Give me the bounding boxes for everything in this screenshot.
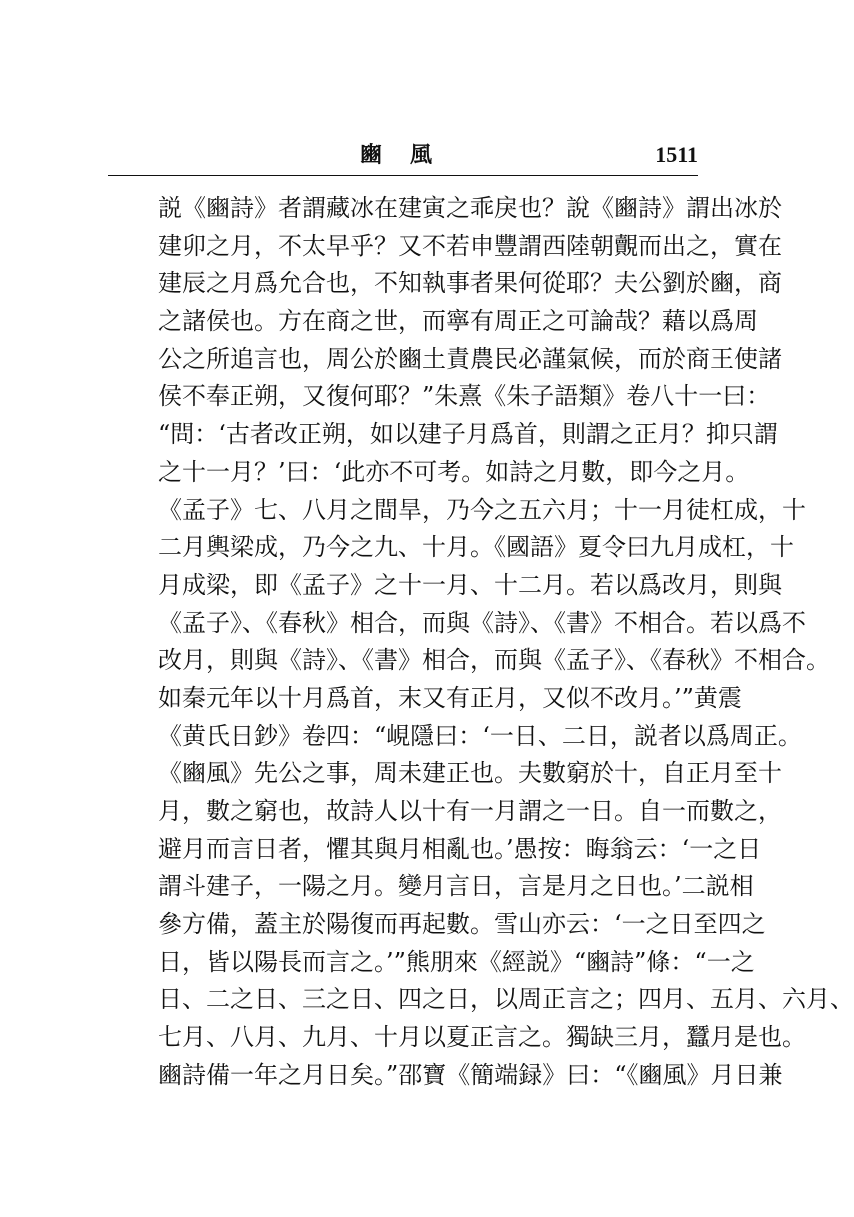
text-line: 建卯之月，不太早乎？又不若申豐謂西陸朝覿而出之，實在 <box>158 231 782 260</box>
text-line: 月成梁，即《孟子》之十一月、十二月。若以爲改月，則與 <box>158 570 782 599</box>
text-line: 謂斗建子，一陽之月。變月言日，言是月之日也。’二説相 <box>158 872 754 901</box>
text-line: 之諸侯也。方在商之世，而寧有周正之可論哉？藉以爲周 <box>158 307 758 336</box>
running-header <box>108 140 698 174</box>
text-line: 如秦元年以十月爲首，末又有正月，又似不改月。’”黄震 <box>158 683 742 712</box>
section-title: 豳風 <box>360 142 461 168</box>
text-line: 日、二之日、三之日、四之日，以周正言之；四月、五月、六月、 <box>158 985 854 1014</box>
body-text <box>158 190 854 1095</box>
header-rule <box>108 175 698 176</box>
text-line: 避月而言日者，懼其與月相亂也。’愚按：晦翁云：‘一之日 <box>158 834 762 863</box>
page-number: 1511 <box>655 142 698 167</box>
text-line: 公之所追言也，周公於豳土責農民必謹氣候，而於商王使諸 <box>158 344 782 373</box>
text-line: 《孟子》七、八月之間旱，乃今之五六月；十一月徒杠成，十 <box>158 495 806 524</box>
text-line: 七月、八月、九月、十月以夏正言之。獨缺三月，蠶月是也。 <box>158 1023 806 1052</box>
text-line: 月，數之窮也，故詩人以十有一月謂之一日。自一而數之， <box>158 797 782 825</box>
text-line: 參方備，蓋主於陽復而再起數。雪山亦云：‘一之日至四之 <box>158 910 766 939</box>
text-line: 豳詩備一年之月日矣。”邵寶《簡端録》曰：“《豳風》月日兼 <box>158 1060 783 1089</box>
text-line: 《豳風》先公之事，周未建正也。夫數窮於十，自正月至十 <box>158 759 782 788</box>
text-line: 《黄氏日鈔》卷四：“峴隱曰：‘一日、二日，説者以爲周正。 <box>158 721 802 750</box>
text-line: 侯不奉正朔，又復何耶？”朱熹《朱子語類》卷八十一曰： <box>158 382 771 411</box>
text-line: 二月輿梁成，乃今之九、十月。《國語》夏令曰九月成杠，十 <box>158 533 794 562</box>
text-line: 日，皆以陽長而言之。’”熊朋來《經説》“豳詩”條：“一之 <box>158 947 755 976</box>
text-line: 《孟子》、《春秋》相合，而與《詩》、《書》不相合。若以爲不 <box>158 608 806 637</box>
text-line: 改月，則與《詩》、《書》相合，而與《孟子》、《春秋》不相合。 <box>158 646 830 675</box>
text-line: 之十一月？’曰：‘此亦不可考。如詩之月數，即今之月。 <box>158 457 750 486</box>
text-line: “問：‘古者改正朔，如以建子月爲首，則謂之正月？抑只謂 <box>158 420 778 449</box>
text-line: 説《豳詩》者謂藏冰在建寅之乖戾也？說《豳詩》謂出冰於 <box>158 194 782 222</box>
text-line: 建辰之月爲允合也，不知執事者果何從耶？夫公劉於豳，商 <box>158 269 782 298</box>
